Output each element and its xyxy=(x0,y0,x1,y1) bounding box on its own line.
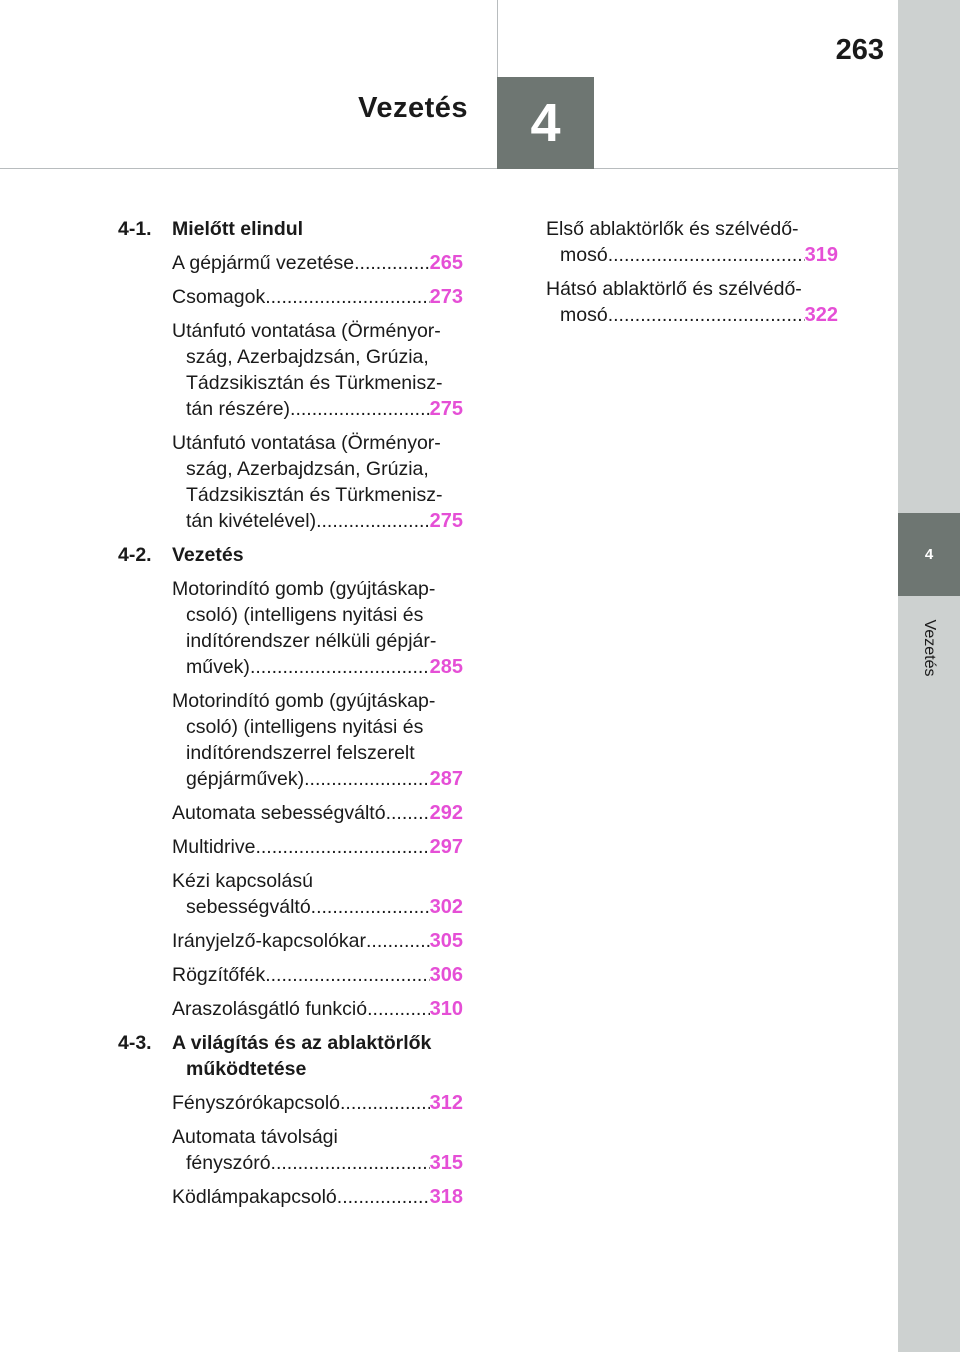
toc-leader-dots xyxy=(265,962,429,988)
toc-entry-title: Tádzsikisztán és Türkmenisz- xyxy=(186,372,443,394)
toc-page-link[interactable]: 319 xyxy=(804,244,838,266)
toc-entry-title: Automata távolsági xyxy=(172,1126,338,1148)
toc-entry-title: sebességváltó xyxy=(186,896,311,918)
toc-section-title: működtetése xyxy=(186,1058,307,1080)
toc-entry[interactable] xyxy=(546,276,838,328)
toc-leader-dots xyxy=(271,1150,430,1176)
toc-entry-title: fényszóró xyxy=(186,1152,271,1174)
toc-entry-title: A gépjármű vezetése xyxy=(172,252,355,274)
toc-page-link[interactable]: 297 xyxy=(429,836,463,858)
toc-page-link[interactable]: 275 xyxy=(429,398,463,420)
toc-leader-dots xyxy=(354,250,430,276)
toc-entry[interactable] xyxy=(118,962,463,988)
toc-entry[interactable] xyxy=(118,1184,463,1210)
toc-leader-dots xyxy=(366,928,430,954)
toc-section-heading xyxy=(118,1030,463,1082)
toc-page-link[interactable]: 312 xyxy=(429,1092,463,1114)
toc-leader-dots xyxy=(265,284,429,310)
toc-entry[interactable] xyxy=(546,216,838,268)
toc-page-link[interactable]: 310 xyxy=(429,998,463,1020)
toc-page-link[interactable]: 287 xyxy=(429,768,463,790)
toc-leader-dots xyxy=(367,996,430,1022)
toc-entry[interactable] xyxy=(118,318,463,422)
toc-entry[interactable] xyxy=(118,688,463,792)
toc-leader-dots xyxy=(386,800,430,826)
toc-page-link[interactable]: 292 xyxy=(429,802,463,824)
toc-entry[interactable] xyxy=(118,250,463,276)
toc-entry-title: gépjárművek) xyxy=(186,768,305,790)
toc-section-heading xyxy=(118,216,463,242)
toc-entry-title: Motorindító gomb (gyújtáskap- xyxy=(172,690,436,712)
toc-entry-title: Első ablaktörlők és szélvédő- xyxy=(546,218,799,240)
toc-entry-title: csoló) (intelligens nyitási és xyxy=(186,716,424,738)
toc-entry-title: mosó xyxy=(560,244,608,266)
toc-section-number: 4-3. xyxy=(118,1032,152,1054)
toc-entry-title: Csomagok xyxy=(172,286,266,308)
toc-entry-title: tán részére) xyxy=(186,398,291,420)
toc-page-link[interactable]: 306 xyxy=(429,964,463,986)
toc-entry-title: szág, Azerbajdzsán, Grúzia, xyxy=(186,346,429,368)
toc-entry-title: mosó xyxy=(560,304,608,326)
toc-entry[interactable] xyxy=(118,996,463,1022)
chapter-number: 4 xyxy=(530,93,561,153)
toc-entry-title: Araszolásgátló funkció xyxy=(172,998,368,1020)
header-horizontal-divider xyxy=(0,168,898,169)
page-number: 263 xyxy=(835,34,884,66)
toc-entry-title: Utánfutó vontatása (Örményor- xyxy=(172,320,441,342)
toc-section-number: 4-2. xyxy=(118,544,152,566)
side-tab-label: Vezetés xyxy=(921,619,938,677)
toc-entry[interactable] xyxy=(118,868,463,920)
side-tab-number: 4 xyxy=(924,546,934,563)
toc-entry-title: Motorindító gomb (gyújtáskap- xyxy=(172,578,436,600)
toc-entry[interactable] xyxy=(118,834,463,860)
toc-left-column xyxy=(118,216,463,1218)
toc-entry-title: indítórendszerrel felszerelt xyxy=(186,742,415,764)
toc-entry-title: Fényszórókapcsoló xyxy=(172,1092,340,1114)
toc-page-link[interactable]: 322 xyxy=(804,304,838,326)
toc-entry-title: csoló) (intelligens nyitási és xyxy=(186,604,424,626)
toc-leader-dots xyxy=(316,508,430,534)
toc-entry-title: Ködlámpakapcsoló xyxy=(172,1186,337,1208)
toc-leader-dots xyxy=(608,302,805,328)
toc-entry-title: tán kivételével) xyxy=(186,510,317,532)
toc-right-column xyxy=(546,216,838,336)
toc-page-link[interactable]: 302 xyxy=(429,896,463,918)
toc-entry[interactable] xyxy=(118,576,463,680)
toc-leader-dots xyxy=(311,894,430,920)
toc-page-link[interactable]: 265 xyxy=(429,252,463,274)
toc-entry[interactable] xyxy=(118,430,463,534)
toc-entry-title: Utánfutó vontatása (Örményor- xyxy=(172,432,441,454)
toc-page-link[interactable]: 273 xyxy=(429,286,463,308)
toc-entry[interactable] xyxy=(118,800,463,826)
toc-leader-dots xyxy=(304,766,429,792)
toc-entry-title: Tádzsikisztán és Türkmenisz- xyxy=(186,484,443,506)
toc-page-link[interactable]: 315 xyxy=(429,1152,463,1174)
toc-entry-title: művek) xyxy=(186,656,250,678)
toc-section-title: Mielőtt elindul xyxy=(172,218,304,240)
toc-section-title: Vezetés xyxy=(172,544,244,566)
chapter-number-box xyxy=(497,77,594,169)
toc-leader-dots xyxy=(340,1090,430,1116)
toc-section-number: 4-1. xyxy=(118,218,152,240)
toc-entry-title: Rögzítőfék xyxy=(172,964,266,986)
toc-page-link[interactable]: 318 xyxy=(429,1186,463,1208)
toc-entry-title: Irányjelző-kapcsolókar xyxy=(172,930,367,952)
toc-leader-dots xyxy=(337,1184,430,1210)
toc-entry[interactable] xyxy=(118,1090,463,1116)
side-tab-number-box[interactable] xyxy=(898,513,960,596)
toc-section-heading xyxy=(118,542,463,568)
toc-entry-title: Multidrive xyxy=(172,836,256,858)
toc-leader-dots xyxy=(290,396,430,422)
toc-entry[interactable] xyxy=(118,284,463,310)
toc-entry[interactable] xyxy=(118,928,463,954)
toc-entry-title: Hátsó ablaktörlő és szélvédő- xyxy=(546,278,802,300)
toc-section-title: A világítás és az ablaktörlők xyxy=(172,1032,432,1054)
toc-entry[interactable] xyxy=(118,1124,463,1176)
toc-leader-dots xyxy=(608,242,805,268)
toc-page-link[interactable]: 305 xyxy=(429,930,463,952)
toc-page-link[interactable]: 275 xyxy=(429,510,463,532)
toc-page-link[interactable]: 285 xyxy=(429,656,463,678)
toc-entry-title: Automata sebességváltó xyxy=(172,802,386,824)
chapter-title: Vezetés xyxy=(358,92,468,124)
toc-entry-title: Kézi kapcsolású xyxy=(172,870,313,892)
toc-leader-dots xyxy=(250,654,430,680)
toc-entry-title: szág, Azerbajdzsán, Grúzia, xyxy=(186,458,429,480)
toc-entry-title: indítórendszer nélküli gépjár- xyxy=(186,630,437,652)
toc-leader-dots xyxy=(255,834,429,860)
